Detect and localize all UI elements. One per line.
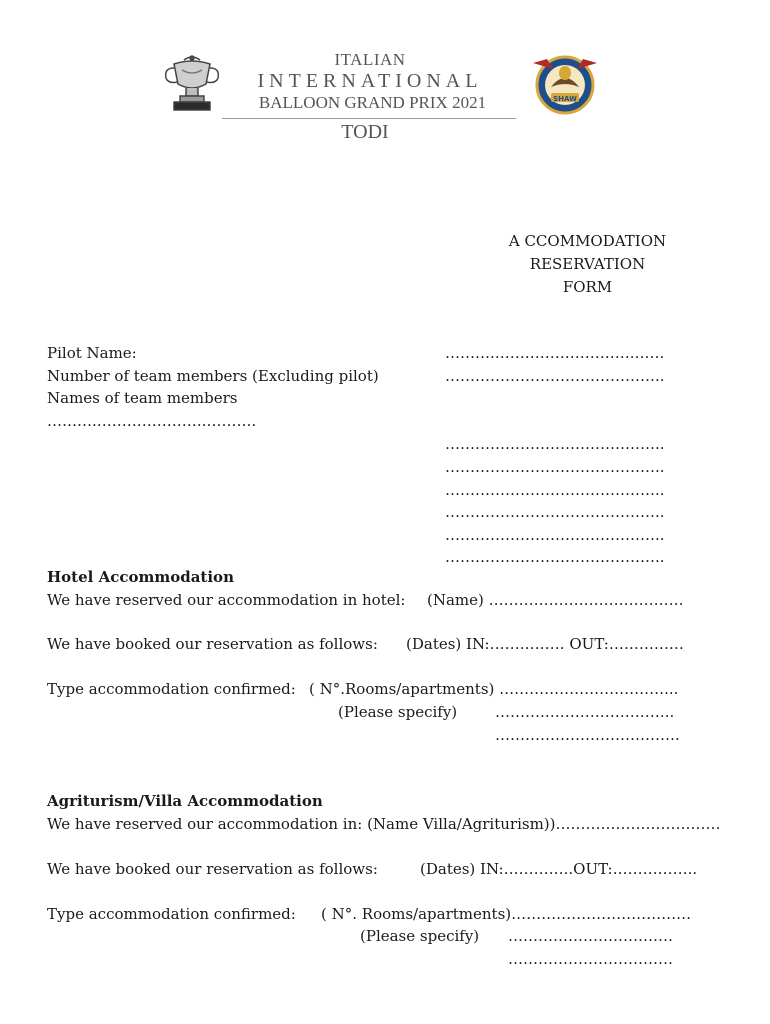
svg-text:SHAW: SHAW <box>553 95 577 103</box>
hotel-rooms-field[interactable]: ( N°.Rooms/apartments) ……………………………... <box>309 680 679 698</box>
team-members-names-field[interactable]: ……….………………….………. <box>47 412 257 430</box>
hotel-section-heading: Hotel Accommodation <box>47 568 234 586</box>
header-line-balloon-grand-prix: BALLOON GRAND PRIX 2021 <box>258 93 487 112</box>
team-member-line[interactable]: …………………………………….. <box>445 435 665 453</box>
club-badge-logo <box>527 51 603 115</box>
hotel-specify-field[interactable]: ……….…………………….. <box>495 703 675 721</box>
villa-rooms-field[interactable]: ( N°. Rooms/apartments)……………………………… <box>321 905 692 923</box>
form-title-line-2: RESERVATION <box>529 255 646 273</box>
pilot-name-field[interactable]: ……….……………………….…… <box>445 344 665 362</box>
hotel-name-field[interactable]: (Name) ………………………………… <box>427 591 684 609</box>
trophy-icon <box>160 54 224 116</box>
villa-type-label: Type accommodation confirmed: <box>47 905 296 923</box>
villa-booked-label: We have booked our reservation as follows: <box>47 860 378 878</box>
villa-dates-field[interactable]: (Dates) IN:…………..OUT:…………….. <box>420 860 698 878</box>
header-line-italian: ITALIAN <box>334 50 406 69</box>
team-member-line[interactable]: …………………………………….. <box>445 526 665 544</box>
hotel-dates-field[interactable]: (Dates) IN:…………… OUT:…………… <box>406 635 684 653</box>
villa-specify-extra-field[interactable]: …………………………… <box>508 950 673 968</box>
form-title-line-3: FORM <box>562 278 613 296</box>
team-members-count-field[interactable]: …………………………………….. <box>445 367 665 385</box>
pilot-name-label: Pilot Name: <box>47 344 137 362</box>
team-members-count-label: Number of team members (Excluding pilot) <box>47 367 379 385</box>
hotel-specify-label: (Please specify) <box>338 703 458 721</box>
villa-specify-field[interactable]: …………………………… <box>508 927 673 945</box>
team-members-names-label: Names of team members <box>47 389 238 407</box>
form-title-line-1: A CCOMMODATION <box>508 232 667 250</box>
hotel-specify-extra-field[interactable]: ………………………………. <box>495 726 680 744</box>
villa-reserved-label[interactable]: We have reserved our accommodation in: (Name Villa/Agriturism))…………………………… <box>47 815 721 833</box>
hotel-type-label: Type accommodation confirmed: <box>47 680 296 698</box>
hotel-booked-label: We have booked our reservation as follows: <box>47 635 378 653</box>
team-member-line[interactable]: …………………………………….. <box>445 458 665 476</box>
header-line-todi: TODI <box>341 121 389 143</box>
hotel-reserved-label: We have reserved our accommodation in hotel: <box>47 591 406 609</box>
villa-specify-label: (Please specify) <box>360 927 480 945</box>
header-line-international: INTERNATIONAL <box>257 70 483 92</box>
team-member-line[interactable]: …………………………………….. <box>445 481 665 499</box>
villa-section-heading: Agriturism/Villa Accommodation <box>47 792 323 810</box>
team-member-line[interactable]: …………………………………….. <box>445 503 665 521</box>
team-member-line[interactable]: …………………………………….. <box>445 548 665 566</box>
header-divider <box>222 118 516 119</box>
